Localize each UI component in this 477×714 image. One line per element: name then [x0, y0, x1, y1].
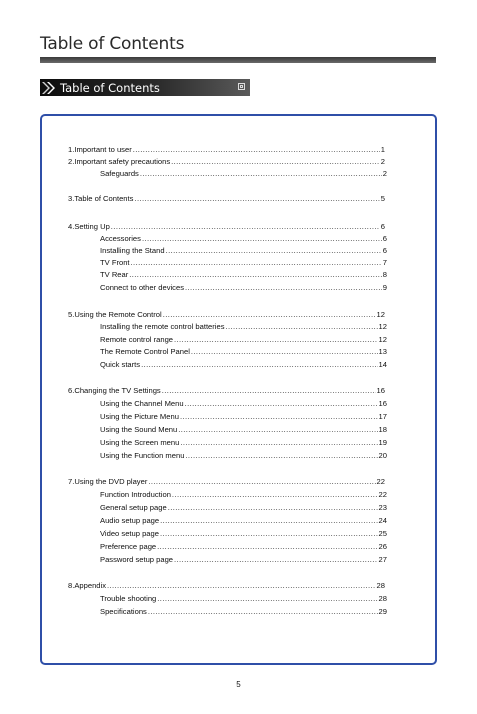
toc-entry-page: 28 — [376, 581, 385, 590]
toc-entry[interactable] — [100, 399, 387, 409]
toc-entry[interactable] — [100, 412, 387, 422]
toc-leader — [180, 438, 377, 448]
toc-entry-title: Video setup page — [100, 529, 159, 538]
toc-entry-page: 22 — [376, 477, 385, 486]
toc-entry-page: 27 — [378, 555, 387, 564]
toc-entry-page: 17 — [378, 412, 387, 421]
toc-leader — [174, 335, 378, 345]
toc-entry[interactable] — [100, 529, 387, 539]
toc-entry-title: Accessories — [100, 234, 141, 243]
toc-entry-page: 22 — [378, 490, 387, 499]
toc-leader — [111, 222, 380, 232]
toc-entry-title: Using the Sound Menu — [100, 425, 178, 434]
toc-entry-page: 1 — [380, 145, 385, 154]
toc-entry-title: Using the Channel Menu — [100, 399, 184, 408]
toc-leader — [185, 283, 382, 293]
toc-leader — [157, 594, 377, 604]
toc-entry-page: 28 — [378, 594, 387, 603]
toc-entry-page: 16 — [376, 386, 385, 395]
toc-entry-title: 2.Important safety precautions — [68, 157, 171, 166]
toc-entry-title: Function Introduction — [100, 490, 171, 499]
toc-entry-title: Quick starts — [100, 360, 141, 369]
toc-leader — [148, 607, 378, 617]
toc-entry-title: Installing the remote control batteries — [100, 322, 225, 331]
toc-entry[interactable] — [100, 607, 387, 617]
toc-entry-page: 18 — [378, 425, 387, 434]
toc-entry-title: 5.Using the Remote Control — [68, 310, 162, 319]
toc-entry-title: Audio setup page — [100, 516, 160, 525]
toc-entry-title: Connect to other devices — [100, 283, 185, 292]
toc-entry-page: 5 — [380, 194, 385, 203]
toc-leader — [142, 234, 382, 244]
toc-entry-title: Password setup page — [100, 555, 174, 564]
toc-leader — [131, 258, 382, 268]
toc-leader — [168, 503, 378, 513]
toc-entry-title: General setup page — [100, 503, 167, 512]
toc-entry[interactable] — [100, 169, 387, 179]
toc-entry-title: Using the Screen menu — [100, 438, 180, 447]
toc-entry[interactable] — [68, 477, 385, 487]
toc-leader — [166, 246, 382, 256]
toc-entry[interactable] — [100, 335, 387, 345]
section-header-bar — [40, 79, 250, 96]
toc-entry-page: 2 — [380, 157, 385, 166]
toc-entry-page: 29 — [378, 607, 387, 616]
toc-entry[interactable] — [100, 438, 387, 448]
toc-entry-title: Using the Picture Menu — [100, 412, 179, 421]
square-icon — [238, 83, 245, 90]
toc-entry-page: 12 — [378, 322, 387, 331]
toc-entry-title: Remote control range — [100, 335, 174, 344]
toc-leader — [185, 399, 378, 409]
toc-leader — [107, 581, 376, 591]
toc-entry-page: 12 — [376, 310, 385, 319]
section-header-label: Table of Contents — [60, 80, 160, 95]
toc-entry-page: 25 — [378, 529, 387, 538]
toc-entry-page: 23 — [378, 503, 387, 512]
toc-entry-title: Specifications — [100, 607, 147, 616]
toc-entry-page: 6 — [382, 246, 387, 255]
toc-entry[interactable] — [100, 425, 387, 435]
toc-leader — [185, 451, 377, 461]
toc-entry-page: 6 — [382, 234, 387, 243]
toc-entry[interactable] — [100, 347, 387, 357]
toc-leader — [178, 425, 377, 435]
title-divider — [40, 57, 436, 63]
toc-leader — [141, 360, 377, 370]
toc-entry-page: 20 — [378, 451, 387, 460]
toc-entry[interactable] — [68, 386, 385, 396]
toc-entry[interactable] — [100, 516, 387, 526]
toc-entry[interactable] — [100, 270, 387, 280]
toc-entry[interactable] — [100, 360, 387, 370]
toc-entry-page: 24 — [378, 516, 387, 525]
toc-leader — [180, 412, 378, 422]
toc-entry-title: Safeguards — [100, 169, 139, 178]
toc-entry-title: 8.Appendix — [68, 581, 106, 590]
toc-entry-page: 7 — [382, 258, 387, 267]
toc-entry-page: 9 — [382, 283, 387, 292]
toc-leader — [129, 270, 381, 280]
double-chevron-right-icon — [42, 80, 56, 96]
toc-entry-title: TV Front — [100, 258, 130, 267]
toc-entry[interactable] — [100, 234, 387, 244]
toc-entry-title: 6.Changing the TV Settings — [68, 386, 161, 395]
toc-entry-title: Trouble shooting — [100, 594, 157, 603]
toc-entry-title: 3.Table of Contents — [68, 194, 134, 203]
toc-entry-title: 7.Using the DVD player — [68, 477, 148, 486]
toc-entry-page: 19 — [378, 438, 387, 447]
toc-entry[interactable] — [68, 145, 385, 155]
toc-entry[interactable] — [68, 581, 385, 591]
toc-entry-title: 4.Setting Up — [68, 222, 110, 231]
toc-entry[interactable] — [68, 310, 385, 320]
toc-leader — [157, 542, 377, 552]
toc-entry[interactable] — [100, 490, 387, 500]
toc-entry[interactable] — [100, 258, 387, 268]
toc-entry[interactable] — [100, 503, 387, 513]
toc-entry-page: 14 — [378, 360, 387, 369]
toc-entry-page: 2 — [382, 169, 387, 178]
toc-leader — [160, 529, 378, 539]
toc-leader — [134, 194, 379, 204]
toc-entry-title: Using the Function menu — [100, 451, 185, 460]
toc-entry-page: 12 — [378, 335, 387, 344]
toc-entry-page: 8 — [382, 270, 387, 279]
toc-entry-page: 26 — [378, 542, 387, 551]
toc-leader — [171, 157, 380, 167]
toc-leader — [174, 555, 378, 565]
toc-leader — [162, 386, 376, 396]
page-title: Table of Contents — [40, 34, 185, 54]
toc-leader — [140, 169, 382, 179]
toc-leader — [191, 347, 378, 357]
toc-entry-page: 6 — [380, 222, 385, 231]
toc-entry[interactable] — [100, 246, 387, 256]
toc-leader — [160, 516, 377, 526]
toc-entry[interactable] — [100, 322, 387, 332]
toc-leader — [148, 477, 375, 487]
toc-leader — [172, 490, 378, 500]
toc-entry-title: 1.Important to user — [68, 145, 132, 154]
toc-entry[interactable] — [100, 283, 387, 293]
toc-leader — [163, 310, 376, 320]
toc-entry-title: Installing the Stand — [100, 246, 165, 255]
toc-entry[interactable] — [100, 555, 387, 565]
toc-entry-page: 13 — [378, 347, 387, 356]
toc-entry-title: The Remote Control Panel — [100, 347, 190, 356]
toc-entry[interactable] — [100, 594, 387, 604]
page-number: 5 — [236, 680, 241, 689]
toc-entry-title: TV Rear — [100, 270, 129, 279]
toc-entry[interactable] — [68, 157, 385, 167]
toc-entry[interactable] — [68, 222, 385, 232]
toc-entry[interactable] — [68, 194, 385, 204]
toc-leader — [226, 322, 378, 332]
toc-entry[interactable] — [100, 451, 387, 461]
toc-entry-title: Preference page — [100, 542, 157, 551]
toc-entry-page: 16 — [378, 399, 387, 408]
toc-leader — [133, 145, 380, 155]
toc-entry[interactable] — [100, 542, 387, 552]
